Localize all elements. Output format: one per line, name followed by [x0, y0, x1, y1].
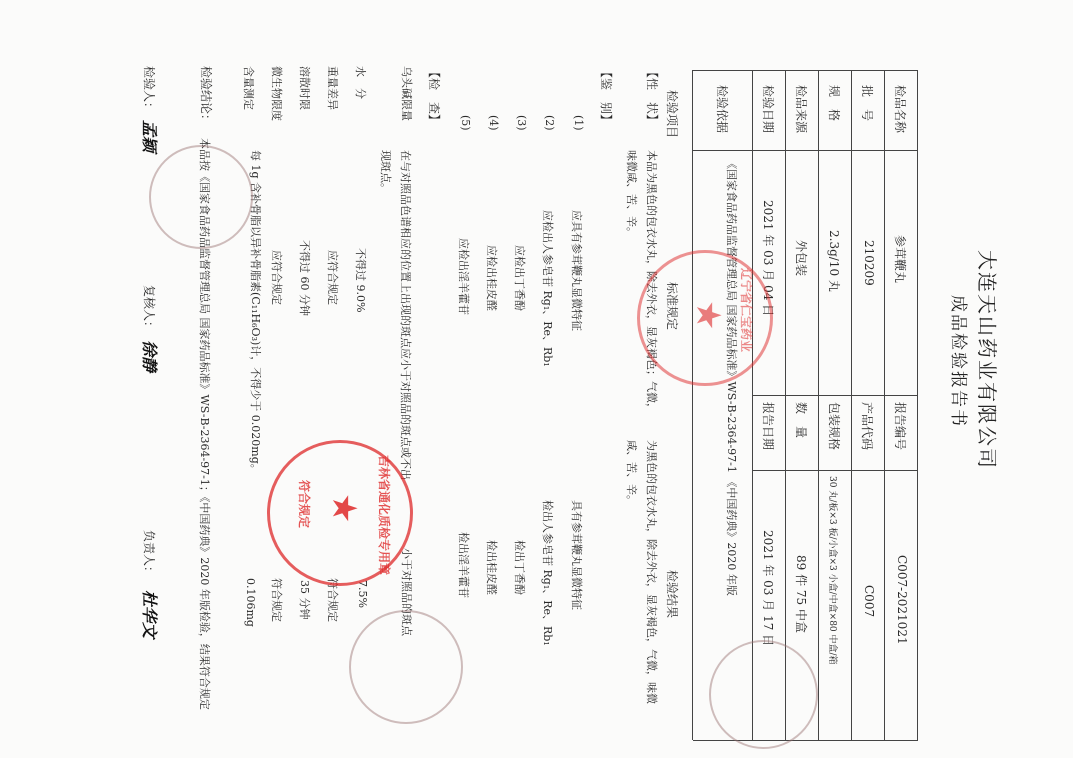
- row-id3-standard: 应检出丁香酚: [513, 245, 526, 311]
- section-character: 【性 状】: [645, 66, 659, 127]
- row-character-result: 为黑色的包衣水丸，除去外衣，显灰褐色，气微，味微咸、苦、辛。: [625, 440, 658, 704]
- conclusion-label: 检验结论：: [199, 66, 213, 127]
- row-id3-result: 检出丁香酚: [513, 540, 526, 595]
- spec: 2.3g/10 丸: [827, 230, 841, 292]
- row-weight-standard: 应符合规定: [326, 250, 339, 305]
- row-id5-result: 检出淫羊藿苷: [457, 532, 470, 598]
- report-no-label: 报告编号: [893, 402, 907, 451]
- rotated-document: 大连天山药业有限公司 成品检验报告书 检品名称 参茸鞭丸 报告编号 C007-2021021 批 号 210209 产品代码 C007 规 格 2.3g/10 丸 包装规格 30 丸/板×3 板/小盒×3 小盒/中盒×80 中盒/箱 检品来源 外包装 数 量 89 件 75 中盒 检验日期 2021 年 03 月 04 日 报告日期 2021 年 03 月 17 日 检验依据 《国家食品药品监督管理总局 国家药品标准》WS-B-2364-97-1 《中国药典》2020 年版 检验项目 标准规定 检验结果 【性 状】 本品为黑色的包衣水丸，除去外衣，显灰褐色；气微，味微咸、苦、辛。 为黑色的包衣水丸，除去外衣，显灰褐色，气微，味微咸、苦、辛。 【鉴 别】 (1) 应具有参茸鞭丸显微特征 具有参茸鞭丸显微特征 (2) 应检出人参皂苷 Rg₁、Re、Rb₁ 检出人参皂苷 Rg₁、Re、Rb₁ (3) 应检出丁香酚 检出丁香酚 (4) 应检出桂皮醛 检出桂皮醛 (5) 应检出淫羊藿苷 检出淫羊藿苷 【检 查】 乌头碱限量 在与对照品色谱相应的位置上出现的斑点应小于对照品的斑点或不出现斑点。 小于对照品的斑点 水 分 不得过 9.0% 7.5% 重量差异 应符合规定 符合规定 溶散时限 不得过 60 分钟 35 分钟 微生物限度 应符合规定 符合规定 含量测定 每 1g 含补骨脂以异补骨脂素(C₁₁H₆O₃)计，不得少于 0.020mg。 0.106mg 检验结论： 本品按《国家食品药品监督管理总局 国家药品标准》WS-B-2364-97-1；《中国药典》2020 年版检验，结果符合规定 检验人： 孟颖 复核人： 徐静 负责人： 杜华文 ★ 吉林省通化质检专用章 符合规定 ★ 辽宁省仁宝药业: [0, 0, 1073, 758]
- row-id4-item: (4): [487, 115, 500, 131]
- row-character-standard: 本品为黑色的包衣水丸，除去外衣，显灰褐色；气微，味微咸、苦、辛。: [625, 150, 658, 414]
- row-disintegration-item: 溶散时限: [298, 66, 311, 110]
- basis: 《国家食品药品监督管理总局 国家药品标准》WS-B-2364-97-1 《中国药典》2020 年版: [725, 158, 738, 596]
- section-identification: 【鉴 别】: [599, 66, 613, 127]
- row-weight-item: 重量差异: [326, 66, 339, 110]
- row-id2-result: 检出人参皂苷 Rg₁、Re、Rb₁: [541, 500, 554, 646]
- reviewer-signature: 徐静: [140, 340, 159, 373]
- row-id5-item: (5): [459, 115, 472, 131]
- packaging-label: 包装规格: [827, 402, 841, 451]
- col-header-item: 检验项目: [665, 90, 679, 139]
- row-weight-result: 符合规定: [326, 578, 339, 622]
- basis-label: 检验依据: [715, 85, 729, 134]
- inspect-date-label: 检验日期: [761, 85, 775, 134]
- row-water-item: 水 分: [354, 66, 367, 99]
- row-disintegration-standard: 不得过 60 分钟: [298, 240, 311, 316]
- quantity: 89 件 75 中盒: [794, 555, 808, 633]
- batch-label: 批 号: [860, 85, 874, 122]
- row-aconitine-item: 乌头碱限量: [400, 66, 413, 121]
- packaging: 30 丸/板×3 板/小盒×3 小盒/中盒×80 中盒/箱: [827, 476, 837, 665]
- row-microbial-result: 符合规定: [270, 578, 283, 622]
- inspector-label: 检验人：: [142, 66, 156, 115]
- inspect-date: 2021 年 03 月 04 日: [761, 200, 775, 317]
- company-title: 大连天山药业有限公司: [975, 250, 999, 470]
- product-name-label: 检品名称: [893, 85, 907, 134]
- row-water-standard: 不得过 9.0%: [354, 248, 367, 313]
- row-microbial-item: 微生物限度: [270, 66, 283, 121]
- row-disintegration-result: 35 分钟: [298, 580, 311, 620]
- batch: 210209: [862, 240, 876, 286]
- row-id1-standard: 应具有参茸鞭丸显微特征: [570, 210, 583, 331]
- row-aconitine-standard: 在与对照品色谱相应的位置上出现的斑点应小于对照品的斑点或不出现斑点。: [379, 150, 412, 480]
- row-assay-item: 含量测定: [242, 66, 255, 110]
- quantity-label: 数 量: [794, 402, 808, 439]
- row-id1-item: (1): [572, 115, 585, 131]
- responsible-label: 负责人：: [142, 530, 156, 579]
- report-no: C007-2021021: [895, 555, 909, 645]
- row-id4-result: 检出桂皮醛: [485, 540, 498, 595]
- product-name: 参茸鞭丸: [893, 235, 907, 284]
- row-id3-item: (3): [515, 115, 528, 131]
- product-code: C007: [862, 585, 876, 618]
- source: 外包装: [794, 240, 808, 277]
- row-id4-standard: 应检出桂皮醛: [485, 245, 498, 311]
- conclusion-text: 本品按《国家食品药品监督管理总局 国家药品标准》WS-B-2364-97-1；《中国药典》2020 年版检验，结果符合规定: [198, 138, 211, 710]
- row-microbial-standard: 应符合规定: [270, 250, 283, 305]
- report-date-label: 报告日期: [761, 402, 775, 451]
- report-title: 成品检验报告书: [948, 295, 968, 428]
- spec-label: 规 格: [827, 85, 841, 122]
- row-id5-standard: 应检出淫羊藿苷: [457, 238, 470, 315]
- col-header-result: 检验结果: [665, 570, 679, 619]
- row-aconitine-result: 小于对照品的斑点: [400, 548, 413, 636]
- row-id2-standard: 应检出人参皂苷 Rg₁、Re、Rb₁: [541, 210, 554, 367]
- row-assay-result: 0.106mg: [244, 578, 257, 627]
- responsible-signature: 杜华文: [140, 590, 159, 639]
- row-id2-item: (2): [543, 115, 556, 131]
- col-header-standard: 标准规定: [665, 282, 679, 331]
- row-water-result: 7.5%: [356, 580, 369, 608]
- report-date: 2021 年 03 月 17 日: [761, 530, 775, 647]
- row-id1-result: 具有参茸鞭丸显微特征: [570, 500, 583, 610]
- product-code-label: 产品代码: [860, 402, 874, 451]
- row-assay-standard: 每 1g 含补骨脂以异补骨脂素(C₁₁H₆O₃)计，不得少于 0.020mg。: [249, 150, 262, 475]
- reviewer-label: 复核人：: [142, 285, 156, 334]
- source-label: 检品来源: [794, 85, 808, 134]
- inspector-signature: 孟颖: [140, 120, 159, 153]
- section-examination: 【检 查】: [427, 66, 441, 127]
